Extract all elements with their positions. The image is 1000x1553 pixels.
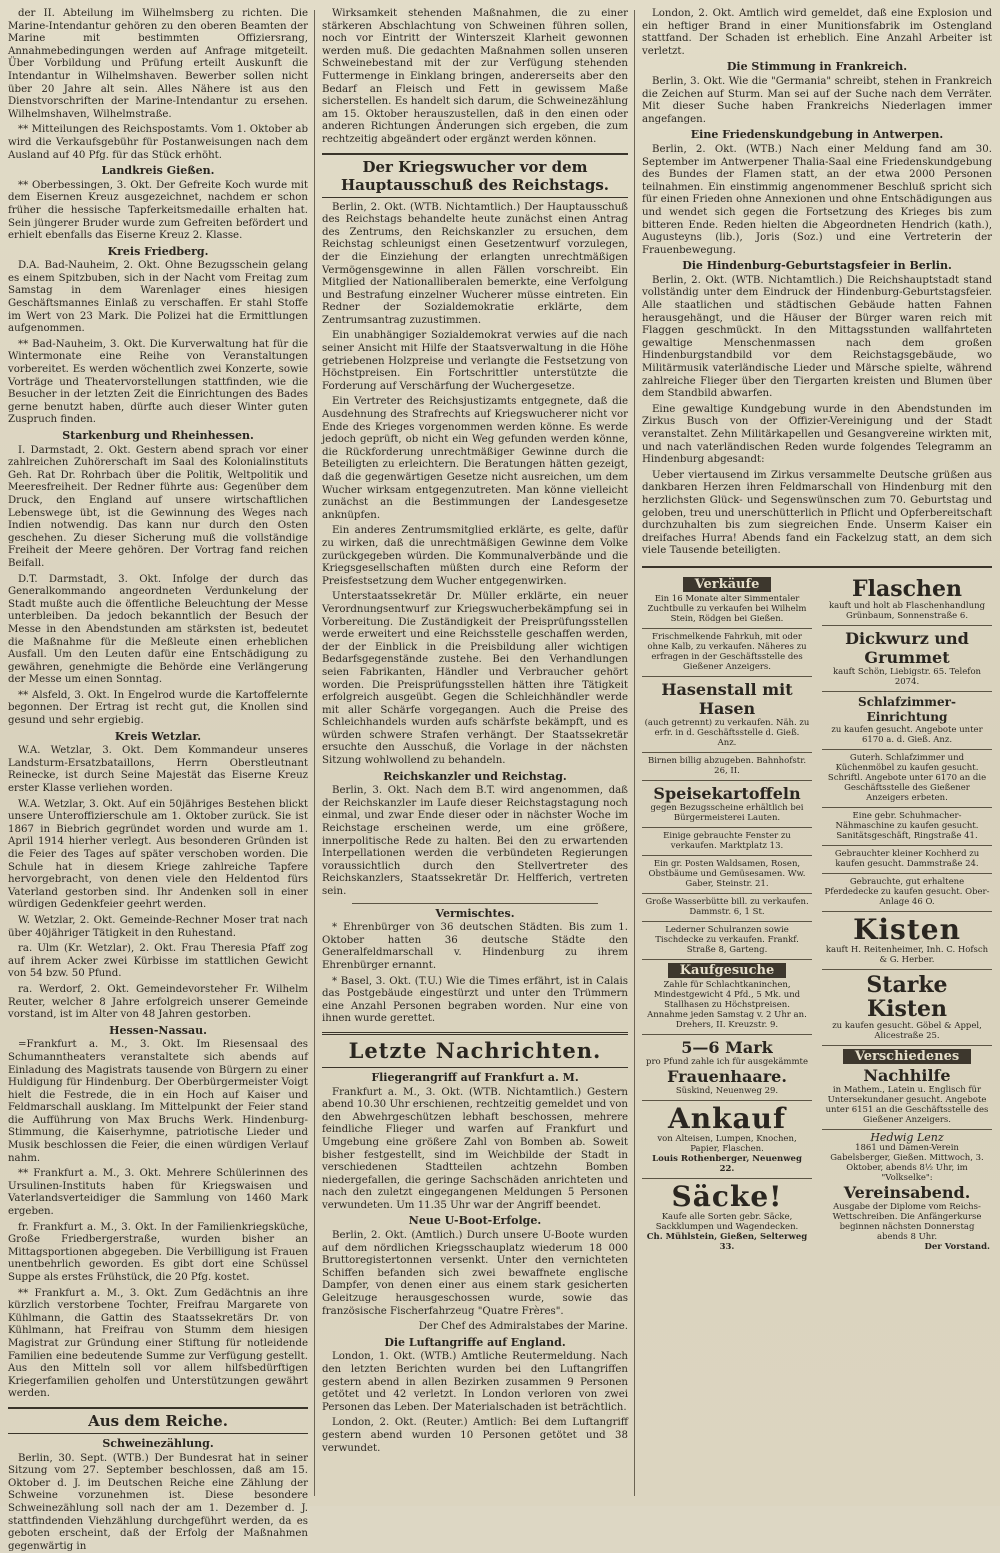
ad-heading: Säcke! [671,1179,783,1213]
signature: Hedwig Lenz [870,1130,944,1144]
article-paragraph: ** Frankfurt a. M., 3. Okt. Zum Gedächtnis an ihre kürzlich verstorbene Tochter, Freifrau Margarete von Kühlmann, die Gattin des Staatssekretärs Dr. von Kühlmann, hat Freifrau von Stumm dem hiesigen Magistrat zur Gründung einer Stiftung für notleidende Familien eine bedeutende Summe zur Verfügung gestellt. Aus den Mitteln soll vor allem hilfsbedürftigen Kriegerfamilien geholfen und Unterstützungen gewährt werden. [8,1287,308,1400]
article-paragraph: Ein unabhängiger Sozialdemokrat verwies auf die nach seiner Ansicht mit Hilfe der Staatsverwaltung in die Höhe getriebenen Holzpreise und verlangte die Festsetzung von Höchstpreisen. Ein Fortschrittler unterstützte die Forderung auf Verschärfung der Wuchergesetze. [322,330,628,392]
article-paragraph: Eine gewaltige Kundgebung wurde in den Abendstunden im Zirkus Busch von der Offizier-Vereinigung und der Stadt veranstaltet. Zehn Militärkapellen und Gesangvereine wirkten mit, und nach vaterländischen Reden wurde folgendes Telegramm an Hindenburg abgesandt: [642,403,992,466]
ad-verein [822,1130,992,1256]
article-paragraph: ** Mitteilungen des Reichspostamts. Vom 1. Oktober ab wird die Verkaufsgebühr für Postanweisungen nach dem Ausland auf 40 Pfg. für das Stück erhöht. [8,124,308,161]
ad-text: Ch. Mühlstein, Gießen, Selterweg 33. [646,1231,808,1252]
article-paragraph: Wirksamkeit stehenden Maßnahmen, die zu einer stärkeren Abschlachtung von Schweinen führen sollen, noch vor Eintritt der Winterszeit Klarheit gewonnen werden muß. Die gedachten Maßnahmen sollen unseren Schweinebestand mit der zur Verfügung stehenden Futtermenge in Einklang bringen, andererseits aber den Bedarf an Fleisch und Fett in gewissem Maße sicherstellen. Es handelt sich darum, die Schweinezählung am 15. Oktober herauszustellen, daß in den einen oder anderen Richtungen Änderungen sich ergeben, die zum rechtzeitig abgeändert oder ergänzt werden können. [322,8,628,145]
article-paragraph: der II. Abteilung im Wilhelmsberg zu richten. Die Marine-Intendantur gehören zu den oberen Beamten der Marine mit bestimmten Offiziersrang, Annahmebedingungen werden auf Anfrage mitgeteilt. Über Vorbildung und Prüfung erteilt Auskunft die Intendantur in Wilhelmshaven. Bewerber sollen nicht über 20 Jahre alt sein. Alles Nähere ist aus den Dienstvorschriften der Marine-Intendantur zu ersehen. Wilhelmshaven, Wilhelmstraße. [8,8,308,120]
ad-text: Gebrauchter kleiner Kochherd zu kaufen gesucht. Dammstraße 24. [834,848,980,869]
column-left [8,8,308,1552]
ad-text: Lederner Schulranzen sowie Tischdecke zu verkaufen. Frankf. Straße 8, Garteng. [655,924,799,955]
column-right [642,8,992,1498]
ad-fahrkuh [642,629,812,677]
ad-saecke [642,1179,812,1256]
ad-text: Kaufe alle Sorten gebr. Säcke, Sackklumpen und Wagendecken. [655,1211,799,1232]
article-paragraph: Ueber viertausend im Zirkus versammelte Deutsche grüßen aus dankbaren Herzen ihren Feldmarschall von Hindenburg mit den herzlichsten Glück- und Segenswünschen zum 70. Geburtstag und geloben, treu und unerschütterlich in Pflicht und Opferbereitschaft durchzuhalten bis zum siegreichen Ende. Unserm Kaiser ein dreifaches Hurra! Abends fand ein Fackelzug statt, an dem sich viele Tausende beteiligten. [642,469,992,557]
divider [352,903,598,904]
ad-text: Große Wasserbütte bill. zu verkaufen. Dammstr. 6, 1 St. [645,896,809,917]
article-paragraph: Berlin, 2. Okt. (WTB. Nichtamtlich.) Der Hauptausschuß des Reichstags behandelte heute zunächst einen Antrag des Zentrums, den Reichskanzler zu ersuchen, dem Reichstag schleunigst einen Gesetzentwurf vorzulegen, der die Einziehung der erlangten unrechtmäßigen Vermögensgewinne in allen Fällen vorschreibt. Ein Mitglied der Nationalliberalen bemerkte, eine Verfolgung und Bestrafung einzelner Wucherer müsse eintreten. Ein Redner der Sozialdemokratie erklärte, dem Zentrumsantrag zuzustimmen. [322,201,628,326]
article-paragraph: =Frankfurt a. M., 3. Okt. Im Riesensaal des Schumanntheaters veranstaltete sich abends auf Einladung des Magistrats tausende von Bürgern zu einer Huldigung für Hindenburg. Der Oberbürgermeister Voigt hielt die Festrede, die in ein Hoch auf Kaiser und Feldmarschall ausklang. Im Mittelpunkt der Feier stand die Aufführung von Max Bruchs Werk. Hindenburg-Stimmung, die Kaiserhymne, patriotische Lieder und Musik beschlossen die Feier, die einen würdigen Verlauf nahm. [8,1039,308,1164]
ad-text: in Mathem., Latein u. Englisch für Untersekundaner gesucht. Angebote unter 6151 an die Geschäftsstelle des Gießener Anzeigers. [825,1084,989,1125]
column-rule [314,10,315,1496]
ad-text: Zahle für Schlachtkaninchen, Mindestgewicht 4 Pfd., 5 Mk. und Stallhasen zu Höchstpreisen. Annahme jeden Samstag v. 2 Uhr an. Drehers, II. Kreuzstr. 9. [647,979,807,1030]
section-heading: Kreis Friedberg. [107,244,209,258]
ad-heading: Verkäufe [683,577,772,592]
ad-text: zu kaufen gesucht. Angebote unter 6170 a. d. Gieß. Anz. [831,724,983,745]
article-heading: Eine Friedenskundgebung in Antwerpen. [690,128,944,142]
ad-text: Ausgabe der Diplome vom Reichs-Wettschreiben. Die Anfängerkurse beginnen nächsten Donnerstag abends 8 Uhr. [832,1201,982,1242]
article-paragraph: Berlin, 30. Sept. (WTB.) Der Bundesrat hat in seiner Sitzung vom 27. September beschlossen, daß am 15. Oktober d. J. im Deutschen Reiche eine Zählung der Schweine vorzunehmen ist. Diese besondere Schweinezählung soll nach der am 1. Dezember d. J. stattfindenden Viehzählung durchgeführt werden, da es geboten erscheint, daß der Erfolg der Maßnahmen gegenwärtig in [8,1452,308,1552]
column-rule [634,10,635,1496]
ad-text: gegen Bezugsscheine erhältlich bei Bürgermeisterei Lauten. [650,802,804,823]
ad-heading: Ankauf [667,1101,787,1135]
ad-kochherd [822,846,992,874]
article-paragraph: London, 1. Okt. (WTB.) Amtliche Reutermeldung. Nach den letzten Berichten wurden bei den Luftangriffen gestern abend in allen Bezirken zusammen 9 Personen getötet und 42 verletzt. In London verloren von zwei Personen das Leben. Der Materialschaden ist beträchtlich. [322,1351,628,1413]
ad-wasserbuette [642,894,812,922]
ad-text: (auch getrennt) zu verkaufen. Näh. zu erfr. in d. Geschäftsstelle d. Gieß. Anz. [644,717,810,748]
ad-heading: Verschiedenes [843,1049,971,1064]
article-paragraph: Ein Vertreter des Reichsjustizamts entgegnete, daß die Ausdehnung des Strafrechts auf Kriegswucherer nicht vor Ende des Krieges vorgenommen werden könne. Es werde jedoch geprüft, ob nicht ein Weg gefunden werden könne, die Rückforderung unrechtmäßiger Gewinne durch die Beteiligten zu erleichtern. Die Beratungen hätten gezeigt, daß die gegenwärtigen Gesetze nicht ausreichen, um dem Wucher wirksam entgegenzutreten. Man könne vielleicht zunächst an die Bestimmungen der Landesgesetze anknüpfen. [322,396,628,521]
ad-kisten [822,912,992,970]
ad-text: Süskind, Neuenweg 29. [675,1085,779,1096]
ad-pferdedecke [822,874,992,912]
ad-frauenhaare [642,1035,812,1101]
ad-heading: Speisekartoffeln [653,783,801,803]
ad-heading: 5—6 Mark [681,1037,773,1057]
ad-schlafzimmer [822,692,992,750]
ad-text: kauft Schön, Liebigstr. 65. Telefon 2074. [832,666,982,687]
section-headline: Der Kriegswucher vor dem Hauptausschuß des Reichstags. [322,153,628,198]
article-paragraph: D.A. Bad-Nauheim, 2. Okt. Ohne Bezugsschein gelang es einem Spitzbuben, sich in der Nacht vom Freitag zum Samstag in dem Warenlager eines hiesigen Geschäftsmannes Einlaß zu verschaffen. Er stahl Stoffe im Wert von 23 Mark. Die Polizei hat die Ermittlungen aufgenommen. [8,260,308,335]
ad-text: Eine gebr. Schuhmacher-Nähmaschine zu kaufen gesucht. Sanitätsgeschäft, Ringstraße 41. [835,810,979,841]
article-paragraph: Berlin, 3. Okt. Wie die "Germania" schreibt, stehen in Frankreich die Zeichen auf Sturm. Man sei auf der Suche nach dem Verräter. Mit dieser Suche haben Frankreichs Niederlagen immer angefangen. [642,75,992,125]
section-headline: Letzte Nachrichten. [322,1032,628,1068]
ad-text: Ein 16 Monate alter Simmentaler Zuchtbulle zu verkaufen bei Wilhelm Stein, Rödgen bei Gießen. [647,593,807,624]
article-paragraph: London, 2. Okt. (Reuter.) Amtlich: Bei dem Luftangriff gestern abend wurden 10 Personen getötet und 38 verwundet. [322,1417,628,1454]
ad-kuechenmoebel [822,750,992,808]
article-paragraph: Frankfurt a. M., 3. Okt. (WTB. Nichtamtlich.) Gestern abend 10.30 Uhr erschienen, rechtzeitig gemeldet und von den Abwehrgeschützen lebhaft beschossen, mehrere feindliche Flieger und warfen auf Frankfurt und Umgebung eine größere Zahl von Bomben ab. Soweit bisher festgestellt, sind im Weichbilde der Stadt in verschiedenen Stadtteilen achtzehn Bomben niedergefallen, die geringe Sachschäden anrichteten und nach den zuletzt eingegangenen Meldungen 5 Personen verwundeten. Um 11.35 Uhr war der Angriff beendet. [322,1086,628,1211]
article-paragraph: D.T. Darmstadt, 3. Okt. Infolge der durch das Generalkommando angeordneten Verdunkelung der Stadt mußte auch die öffentliche Beleuchtung der Messe unterbleiben. Da jedoch bekanntlich der Besuch der Messe in den Abendstunden am stärksten ist, bedeutet die Maßnahme für die Meßleute einen erheblichen Ausfall. Um den Leuten dafür eine Entschädigung zu gewähren, genehmigte die Behörde eine Verlängerung der Messe um einen Sonntag. [8,573,308,686]
article-paragraph: ** Bad-Nauheim, 3. Okt. Die Kurverwaltung hat für die Wintermonate eine Reihe von Veranstaltungen vorbereitet. Es werden wöchentlich zwei Konzerte, sowie Vorträge und Theatervorstellungen stattfinden, wie die Besucher in der letzten Zeit die Einrichtungen des Bades gerne benutzt haben, dürfte auch dieser Winter guten Zuspruch finden. [8,338,308,426]
ad-heading: Starke Kisten [866,971,948,1022]
article-paragraph: Ein anderes Zentrumsmitglied erklärte, es gelte, dafür zu wirken, daß die unrechtmäßigen Gewinne dem Volke zurückgegeben würden. Die Kommunalverbände und die Kriegsgesellschaften müßten durch eine Reform der Preisfestsetzung dem Wucher entgegenwirken. [322,525,628,587]
article-paragraph: Berlin, 3. Okt. Nach dem B.T. wird angenommen, daß der Reichskanzler im Laufe dieser Reichstagstagung noch einmal, und zwar Ende dieser oder in nächster Woche im Reichstage erscheinen werde, um eine größere, innerpolitische Rede zu halten. Bei den zu erwartenden Interpellationen werden die verbündeten Regierungen voraussichtlich durch den Stellvertreter des Reichskanzlers, Staatssekretär Dr. Helfferich, vertreten sein. [322,785,628,897]
article-paragraph: Berlin, 2. Okt. (WTB. Nichtamtlich.) Die Reichshauptstadt stand vollständig unter dem Eindruck der Hindenburg-Geburtstagsfeier. Alle staatlichen und städtischen Gebäude hatten Fahnen herausgehängt, und die Häuser der Bürger waren reich mit Flaggen geschmückt. In den Mittagsstunden wallfahrteten gewaltige Menschenmassen nach dem großen Hindenburgstandbild vor dem Reichstagsgebäude, wo Militärmusik vaterländische Lieder und Märsche spielte, während zahlreiche Flieger über den Tiergarten kreisten und Blumen über dem Standbild abwarfen. [642,274,992,400]
ad-ankauf [642,1101,812,1179]
article-heading: Die Luftangriffe auf England. [384,1335,566,1349]
column-middle [322,8,628,1498]
ad-schulranzen [642,922,812,960]
article-paragraph: W.A. Wetzlar, 3. Okt. Dem Kommandeur unseres Landsturm-Ersatzbataillons, Herrn Oberstleutnant Reinecke, ist durch Seine Majestät das Eiserne Kreuz erster Klasse verliehen worden. [8,745,308,795]
ads-column-left [642,574,812,1256]
ad-text: Birnen billig abzugeben. Bahnhofstr. 26, II. [647,755,807,776]
article-heading: Neue U-Boot-Erfolge. [408,1214,542,1228]
article-paragraph: ** Alsfeld, 3. Okt. In Engelrod wurde die Kartoffelernte begonnen. Der Ertrag ist recht gut, die Knollen sind gesund und sehr ergiebig. [8,689,308,727]
article-heading: Fliegerangriff auf Frankfurt a. M. [371,1070,579,1084]
ad-text: kauft H. Reitenheimer, Inh. C. Hofsch & G. Herber. [825,944,989,965]
ad-heading: Kisten [853,912,961,946]
section-heading: Vermischtes. [435,906,515,920]
ad-heading: Vereinsabend. [843,1182,971,1202]
article-paragraph: * Ehrenbürger von 36 deutschen Städten. Bis zum 1. Oktober hatten 36 deutsche Städte den Generalfeldmarschall v. Hindenburg zu ihrem Ehrenbürger ernannt. [322,922,628,971]
article-paragraph: I. Darmstadt, 2. Okt. Gestern abend sprach vor einer zahlreichen Zuhörerschaft im Saal des Kolonialinstituts Geh. Rat Dr. Rohrbach über die Politik, Weltpolitik und Meeresfreiheit. Der Redner führte aus: Gegenüber dem Druck, den England auf unsere wirtschaftlichen Lebenswege übt, ist die Gewinnung des Weges nach Indien notwendig. Das kann nur durch den Osten geschehen. Zu dieser Sicherung muß die vollständige Freiheit der Meere gehören. Der Vortrag fand reichen Beifall. [8,444,308,569]
article-heading: Schweinezählung. [102,1436,214,1450]
article-paragraph: ra. Ulm (Kr. Wetzlar), 2. Okt. Frau Theresia Pfaff zog auf ihrem Acker zwei Kürbisse im stattlichen Gewicht von 54 bzw. 50 Pfund. [8,943,308,980]
ad-dickwurz [822,626,992,692]
ad-heading: Schlafzimmer-Einrichtung [858,694,956,724]
article-heading: Die Hindenburg-Geburtstagsfeier in Berlin. [682,259,952,273]
ad-fenster [642,828,812,856]
article-paragraph: * Basel, 3. Okt. (T.U.) Wie die Times erfährt, ist in Calais das Postgebäude eingestürzt und unter den Trümmern eine Anzahl Personen begraben worden. Nur eine von ihnen wurde gerettet. [322,975,628,1025]
ad-starke-kisten [822,970,992,1046]
ad-text: Louis Rothenberger, Neuenweg 22. [652,1153,802,1174]
ad-heading: Frauenhaare. [667,1066,787,1086]
ad-text: Der Vorstand. [924,1241,990,1252]
ad-text: kauft und holt ab Flaschenhandlung Grünbaum, Sonnenstraße 6. [828,600,986,621]
ad-text: Ein gr. Posten Waldsamen, Rosen, Obstbäume und Gemüsesamen. Ww. Gaber, Steinstr. 21. [648,858,806,889]
ad-heading: Nachhilfe [863,1065,951,1085]
ad-text: pro Pfund zahle ich für ausgekämmte [646,1056,808,1067]
article-paragraph: ra. Werdorf, 2. Okt. Gemeindevorsteher Fr. Wilhelm Reuter, welcher 8 Jahre erfolgreich unserer Gemeinde vorstand, ist im Alter von 48 Jahren gestorben. [8,983,308,1021]
ad-kaufgesuche [642,960,812,1035]
article-paragraph: W. Wetzlar, 2. Okt. Gemeinde-Rechner Moser trat nach über 40jähriger Tätigkeit in den Ruhestand. [8,914,308,939]
ad-text: Einige gebrauchte Fenster zu verkaufen. Marktplatz 13. [663,830,791,851]
ad-heading: Flaschen [852,575,962,602]
ad-flaschen [822,574,992,626]
ad-text: Guterh. Schlafzimmer und Küchenmöbel zu kaufen gesucht. Schriftl. Angebote unter 6170 an die Geschäftsstelle des Gießener Anzeigers erbeten. [827,752,987,803]
article-heading: Die Stimmung in Frankreich. [726,60,908,74]
article-paragraph: ** Oberbessingen, 3. Okt. Der Gefreite Koch wurde mit dem Eisernen Kreuz ausgezeichnet, nachdem er schon früher die hessische Tapferkeitsmedaille erhalten hat. Sein jüngerer Bruder wurde zum Gefreiten befördert und erhielt ebenfalls das Eiserne Kreuz 2. Klasse. [8,179,308,242]
article-paragraph: Berlin, 2. Okt. (Amtlich.) Durch unsere U-Boote wurden auf dem nördlichen Kriegsschauplatz wiederum 18 000 Bruttoregistertonnen versenkt. Unter den vernichteten Schiffen befanden sich zwei bewaffnete englische Dampfer, von denen einer aus einem stark gesicherten Geleitzuge herausgeschossen wurde, sowie das französische Fischerfahrzeug "Quatre Frères". [322,1230,628,1317]
classified-ads [642,566,992,1252]
article-heading: Reichskanzler und Reichstag. [383,769,567,783]
section-headline: Aus dem Reiche. [8,1407,308,1434]
ad-hasenstall [642,677,812,753]
ad-naehmaschine [822,808,992,846]
ad-text: Gebrauchte, gut erhaltene Pferdedecke zu kaufen gesucht. Ober-Anlage 46 O. [824,876,990,907]
article-paragraph: London, 2. Okt. Amtlich wird gemeldet, daß eine Explosion und ein heftiger Brand in einer Munitionsfabrik im Ostengland stattfand. Der Schaden ist erheblich. Eine Anzahl Arbeiter ist verletzt. [642,8,992,57]
article-paragraph: Der Chef des Admiralstabes der Marine. [418,1321,628,1333]
ad-speisekartoffeln [642,781,812,828]
article-paragraph: W.A. Wetzlar, 3. Okt. Auf ein 50jähriges Bestehen blickt unsere Unteroffizierschule am 1. Oktober zurück. Sie ist 1867 in Biebrich gegründet worden und wurde am 1. April 1914 hierher verlegt. Aus besonderen Gründen ist die Feier des Tages auf später verschoben worden. Die Schule hat in diesem Kriege zahlreiche Tapfere hervorgebracht, von denen viele den Heldentod fürs Vaterland gestorben sind. Ihr Andenken soll in einer würdigen Gedenkfeier geehrt werden. [8,798,308,911]
ad-birnen [642,753,812,781]
ad-text: zu kaufen gesucht. Göbel & Appel, Alicestraße 25. [832,1020,982,1041]
article-paragraph: Unterstaatssekretär Dr. Müller erklärte, ein neuer Verordnungsentwurf zur Kriegswucherbekämpfung sei in Vorbereitung. Die Zuständigkeit der Preisprüfungsstellen werde erweitert und eine Reichsstelle geschaffen werden, der der Einblick in die Preisbildung aller wichtigen Bedarfsgegenstände zustehe. Bei den Verhandlungen seien Fabrikanten, Händler und Verbraucher gehört worden. Die Preisprüfungsstellen hätten ihre Tätigkeit erfolgreich ausgeübt. Gegen die Schleichhändler werde mit aller Schärfe vorgegangen. Auch die Preise des Schleichhandels wurden aufs schärfste bekämpft, und es würden schwere Strafen verhängt. Der Staatssekretär ersuchte den Ausschuß, die Vorlage in der nächsten Sitzung wohlwollend zu behandeln. [322,591,628,767]
ad-text: 1861 und Damen-Verein Gabelsberger, Gießen. Mittwoch, 3. Oktober, abends 8½ Uhr, im "Volkselke": [830,1142,984,1183]
ad-text: Frischmelkende Fahrkuh, mit oder ohne Kalb, zu verkaufen. Näheres zu erfragen in der Geschäftsstelle des Gießener Anzeigers. [647,631,807,672]
article-paragraph: Berlin, 2. Okt. (WTB.) Nach einer Meldung fand am 30. September im Antwerpener Thalia-Saal eine Friedenskundgebung des Bundes der Flamen statt, an der etwa 2000 Personen teilnahmen. Ein einstimmig angenommener Beschluß spricht sich für einen Frieden ohne Annexionen und ohne Entschädigungen aus und wendet sich gegen die Fortsetzung des Krieges bis zum bitteren Ende. Reden hielten die Abgeordneten Hendrich (kath.), Augusteyns (lib.), Joris (Soz.) und eine Vertreterin der Frauenbewegung. [642,143,992,256]
ad-heading: Hasenstall mit Hasen [661,679,793,718]
ad-waldsamen [642,856,812,894]
article-paragraph: fr. Frankfurt a. M., 3. Okt. In der Familienkriegsküche, Große Friedbergerstraße, wurden bisher an Mittagsportionen abgegeben. Die Verbilligung ist Frauen unentbehrlich geworden. Es gibt dort eine Schüssel Suppe als erstes Frühstück, die 20 Pfg. kostet. [8,1221,308,1283]
ad-nachhilfe [822,1046,992,1130]
ad-verkaeufe [642,574,812,629]
ad-heading: Dickwurz und Grummet [845,628,969,667]
ad-heading: Kaufgesuche [668,963,787,978]
section-heading: Starkenburg und Rheinhessen. [62,429,254,442]
section-heading: Hessen-Nassau. [109,1023,207,1037]
section-heading: Kreis Wetzlar. [114,729,202,743]
ad-text: von Alteisen, Lumpen, Knochen, Papier, Flaschen. [657,1133,797,1154]
ads-column-right [822,574,992,1256]
article-paragraph: ** Frankfurt a. M., 3. Okt. Mehrere Schülerinnen des Ursulinen-Instituts haben für Kriegswaisen und Vaterlandsverteidiger die Sammlung von 1460 Mark ergeben. [8,1168,308,1218]
section-heading: Landkreis Gießen. [101,164,215,178]
